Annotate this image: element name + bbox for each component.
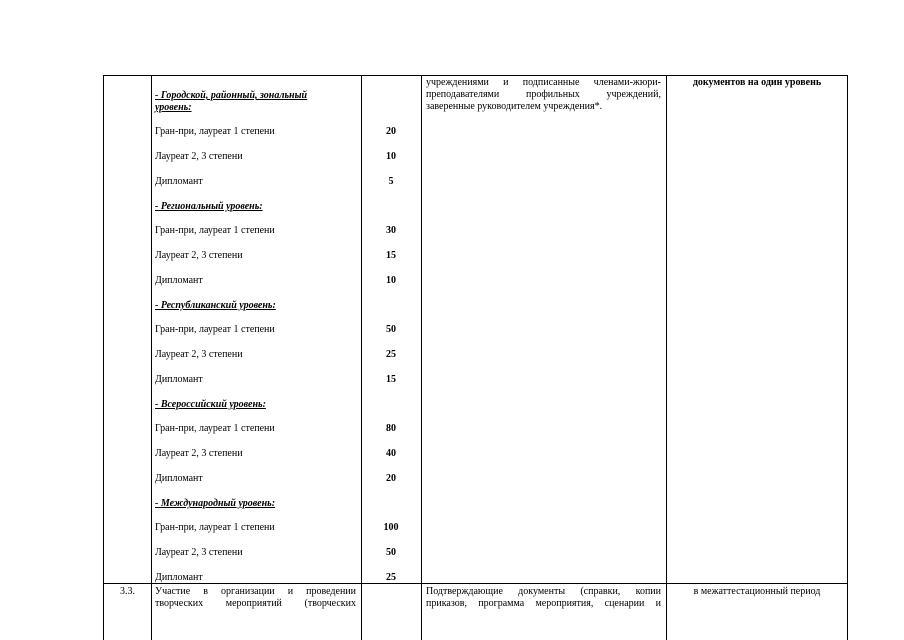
points-value: 30: [386, 225, 396, 236]
documents-text: приказов, программа мероприятия, сценарии и: [426, 598, 661, 609]
award-label: Лауреат 2, 3 степени: [155, 349, 243, 360]
award-label: Гран-при, лауреат 1 степени: [155, 522, 275, 533]
col-border-3: [421, 75, 422, 640]
award-label: Лауреат 2, 3 степени: [155, 151, 243, 162]
award-label: Гран-при, лауреат 1 степени: [155, 423, 275, 434]
points-value: 5: [388, 176, 394, 187]
award-label: Дипломант: [155, 275, 203, 286]
level-heading: - Городской, районный, зональный: [155, 90, 308, 101]
points-value: 20: [386, 473, 396, 484]
award-label: Гран-при, лауреат 1 степени: [155, 126, 275, 137]
level-heading: - Международный уровень:: [155, 498, 276, 509]
documents-text: Подтверждающие документы (справки, копии: [426, 586, 661, 597]
col-border-right: [847, 75, 848, 640]
points-value: 10: [386, 275, 396, 286]
row-number: 3.3.: [120, 586, 135, 597]
points-value: 15: [386, 250, 396, 261]
col-border-left: [103, 75, 104, 640]
level-heading: - Республиканский уровень:: [155, 300, 276, 311]
points-value: 100: [383, 522, 399, 533]
points-value: 25: [386, 572, 396, 583]
documents-text: учреждениями и подписанные членами-жюри-: [426, 77, 661, 88]
points-value: 50: [386, 324, 396, 335]
award-label: Дипломант: [155, 473, 203, 484]
points-value: 10: [386, 151, 396, 162]
period-text: в межаттестационный период: [693, 586, 821, 597]
period-text: документов на один уровень: [692, 77, 822, 88]
col-border-4: [666, 75, 667, 640]
award-label: Гран-при, лауреат 1 степени: [155, 225, 275, 236]
points-value: 50: [386, 547, 396, 558]
level-heading: - Региональный уровень:: [155, 201, 263, 212]
level-heading: - Всероссийский уровень:: [155, 399, 266, 410]
row-divider: [103, 583, 848, 584]
documents-text: заверенные руководителем учреждения*.: [426, 101, 603, 112]
award-label: Дипломант: [155, 176, 203, 187]
award-label: Дипломант: [155, 374, 203, 385]
points-value: 40: [386, 448, 396, 459]
activity-text: Участие в организации и проведении: [155, 586, 356, 597]
table-top-border: [103, 75, 848, 76]
activity-text: творческих мероприятий (творческих: [155, 598, 356, 609]
level-heading: уровень:: [155, 102, 192, 113]
points-value: 25: [386, 349, 396, 360]
documents-text: преподавателями профильных учреждений,: [426, 89, 661, 100]
col-border-1: [151, 75, 152, 640]
points-value: 20: [386, 126, 396, 137]
award-label: Лауреат 2, 3 степени: [155, 250, 243, 261]
award-label: Гран-при, лауреат 1 степени: [155, 324, 275, 335]
award-label: Лауреат 2, 3 степени: [155, 547, 243, 558]
points-value: 15: [386, 374, 396, 385]
award-label: Лауреат 2, 3 степени: [155, 448, 243, 459]
points-value: 80: [386, 423, 396, 434]
award-label: Дипломант: [155, 572, 203, 583]
col-border-2: [361, 75, 362, 640]
